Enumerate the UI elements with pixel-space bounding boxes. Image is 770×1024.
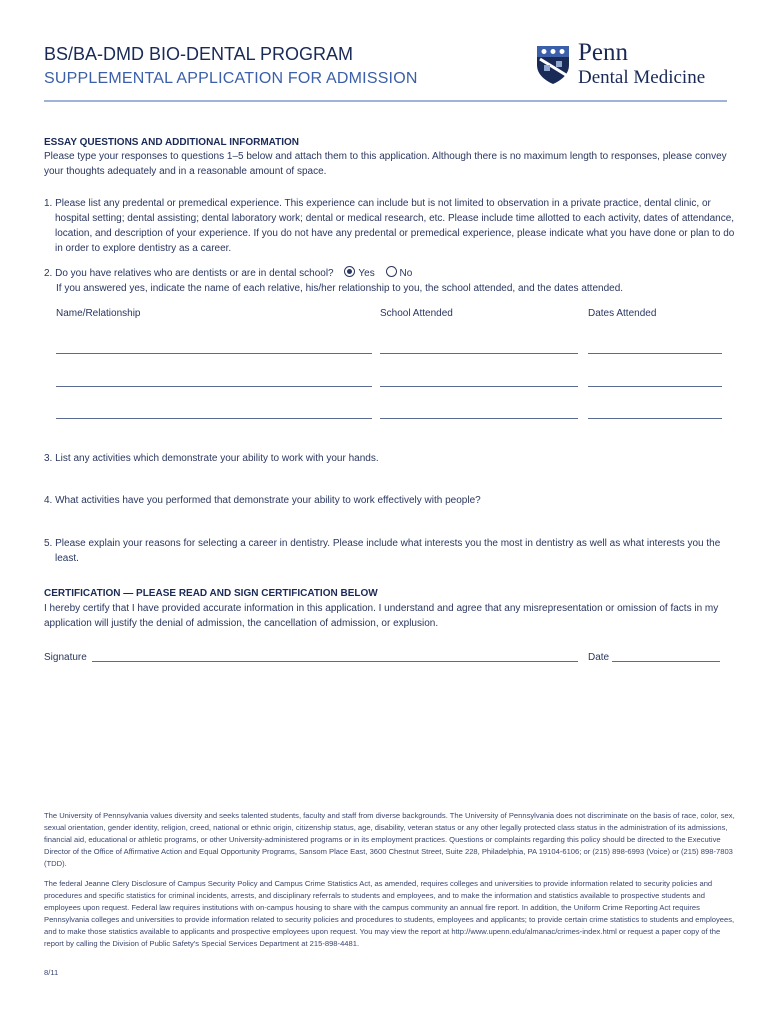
yes-radio-label: Yes [358,268,375,279]
column-header-school: School Attended [380,308,453,319]
clery-act-statement: The federal Jeanne Clery Disclosure of Campus Security Policy and Campus Crime Statistics Act, as amended, requires colleges and universities to provide information related to security policies and procedures and specific statistics for criminal incidents, arrests, and disciplinary referrals to students and employees, and to make the information and statistics available to prospective students and employees upon request. Federal law requires institutions with on-campus housing to share with the campus community an annual fire report. In addition, the Uniform Crime Reporting Act requires Pennsylvania colleges and universities to provide information related to security policies and procedures to students, employees and applicants; to provide certain crime statistics to students and employees, and to make those statistics available to applicants and prospective employees upon request. You may view the report at http://www.upenn.edu/almanac/crimes-index.html or request a paper copy of the report by calling the Division of Public Safety's Special Services Department at 215-898-4481. [44,879,735,948]
certification-text: I hereby certify that I have provided accurate information in this application. I understand and agree that any misrepresentation or omission of facts in my application will justify the denial of admission, the cancellation of admission, or explusion. [44,603,719,629]
relative-3-name-field[interactable] [56,418,372,419]
form-version: 8/11 [44,968,59,977]
relative-1-dates-field[interactable] [588,353,722,354]
relative-1-name-field[interactable] [56,353,372,354]
relative-3-dates-field[interactable] [588,418,722,419]
logo-dental-medicine-text: Dental Medicine [578,67,706,88]
certification-heading: CERTIFICATION — PLEASE READ AND SIGN CERTIFICATION BELOW [44,588,378,599]
yes-radio[interactable] [344,266,355,277]
essay-intro: Please type your responses to questions 1–5 below and attach them to this application. Although there is no maximum length to responses, please convey your thoughts adequately and in a reasonable amount of space. [44,151,727,177]
relative-3-school-field[interactable] [380,418,578,419]
column-header-name: Name/Relationship [56,308,141,319]
relative-2-dates-field[interactable] [588,386,722,387]
question-3: 3. List any activities which demonstrate your ability to work with your hands. [44,453,379,464]
no-radio-label: No [399,268,413,279]
date-field[interactable] [612,661,720,662]
relative-2-school-field[interactable] [380,386,578,387]
question-2-followup: If you answered yes, indicate the name of each relative, his/her relationship to you, the school attended, and the dates attended. [56,283,624,294]
date-label: Date [588,652,610,663]
question-2 [44,266,728,281]
relative-2-name-field[interactable] [56,386,372,387]
question-5: 5. Please explain your reasons for selecting a career in dentistry. Please include what interests you the most in dentistry as well as what interests you the least. [44,538,721,564]
penn-shield-icon [536,45,570,85]
header-divider [44,100,727,102]
logo-penn-text: Penn [578,39,628,66]
column-header-dates: Dates Attended [588,308,657,319]
signature-label: Signature [44,652,87,663]
question-1: 1. Please list any predental or premedical experience. This experience can include but is not limited to observation in a private practice, dental clinic, or hospital setting; dental assisting; dental laboratory work; dental or medical research, etc. Please include time allotted to each activity, dates of attendance, location, and description of your experience. If you do not have any predental or premedical experience, please indicate what you have done or plan to do in order to explore dentistry as a career. [44,198,735,254]
question-4: 4. What activities have you performed that demonstrate your ability to work effectively with people? [44,495,481,506]
relative-1-school-field[interactable] [380,353,578,354]
nondiscrimination-statement: The University of Pennsylvania values diversity and seeks talented students, faculty and staff from diverse backgrounds. The University of Pennsylvania does not discriminate on the basis of race, color, sex, sexual orientation, gender identity, religion, creed, national or ethnic origin, citizenship status, age, disability, veteran status or any other legally protected class status in the administration of its admissions, financial aid, educational or athletic programs, or other University-administered programs or in its employment practices. Questions or complaints regarding this policy should be directed to the Executive Director of the Office of Affirmative Action and Equal Opportunity Programs, Sansom Place East, 3600 Chestnut Street, Suite 228, Philadelphia, PA 19104-6106; or (215) 898-6993 (Voice) or (215) 898-7803 (TDD). [44,811,735,868]
signature-field[interactable] [92,661,578,662]
essay-heading: ESSAY QUESTIONS AND ADDITIONAL INFORMATION [44,137,300,148]
question-2-text: 2. Do you have relatives who are dentists or are in dental school? [44,268,334,279]
penn-dental-logo [536,39,731,91]
page-subtitle: SUPPLEMENTAL APPLICATION FOR ADMISSION [44,70,418,87]
page-title: BS/BA-DMD BIO-DENTAL PROGRAM [44,44,354,64]
no-radio[interactable] [386,266,397,277]
